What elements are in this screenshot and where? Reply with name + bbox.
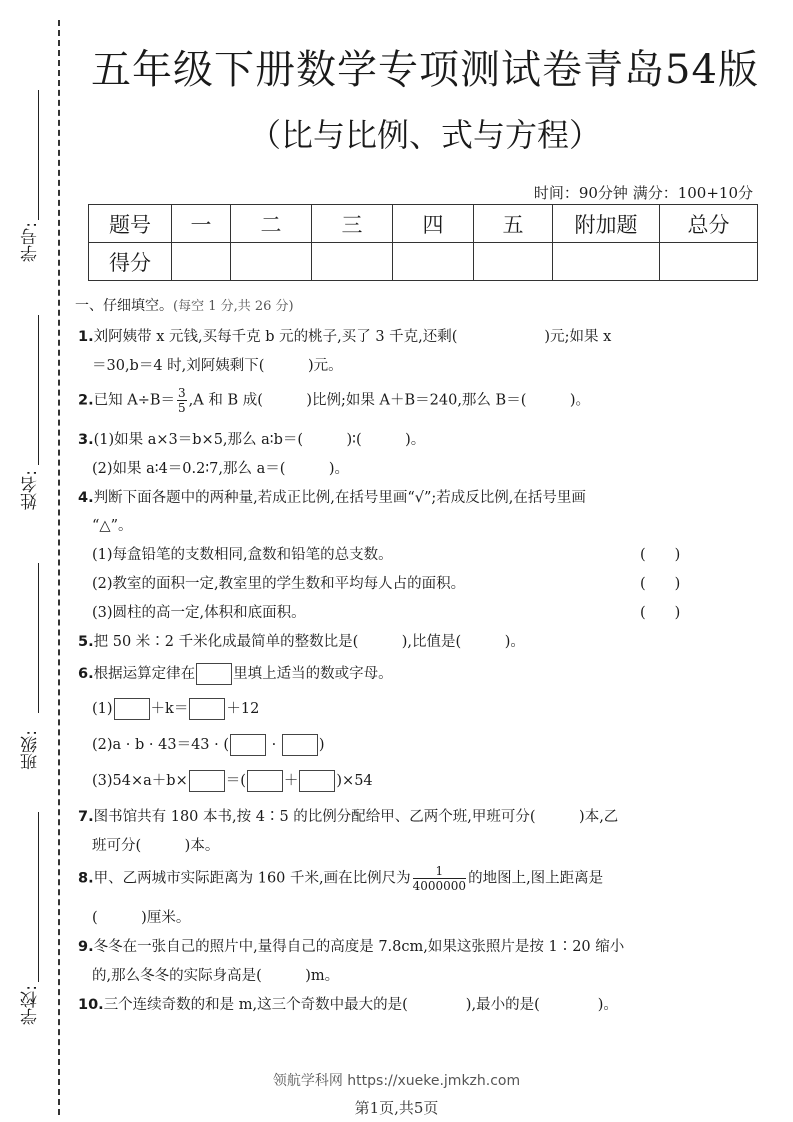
question-text: 把 50 米∶2 千米化成最简单的整数比是( ),比值是( )。: [93, 634, 525, 650]
question-text: 图书馆共有 180 本书,按 4∶5 的比例分配给甲、乙两个班,甲班可分( )本,乙: [93, 809, 619, 825]
judge-answer-slot[interactable]: ( ): [640, 605, 681, 621]
question-text: (1)如果 a×3＝b×5,那么 a∶b＝( )∶( )。: [93, 432, 426, 448]
answer-box[interactable]: [282, 734, 318, 756]
cut-line: [58, 20, 60, 1115]
question-8-cont: [92, 906, 190, 927]
exam-meta: 时间：90分钟 满分：100+10分: [533, 184, 753, 202]
question-number: 5.: [78, 634, 94, 650]
header-cell: 五: [474, 205, 553, 243]
question-text: 冬冬在一张自己的照片中,量得自己的高度是 7.8cm,如果这张照片是按 1∶20 缩小: [93, 939, 625, 955]
question-number: 3.: [78, 432, 94, 448]
judge-item: (1)每盒铅笔的支数相同,盒数和铅笔的总支数。: [92, 547, 393, 563]
header-cell: 二: [231, 205, 312, 243]
student-id-label: 学号:: [21, 222, 41, 262]
page-title: 五年级下册数学专项测试卷青岛54版: [91, 47, 759, 93]
score-cell[interactable]: [660, 243, 758, 281]
judge-answer-slot[interactable]: ( ): [640, 576, 681, 592]
class-underline[interactable]: [38, 563, 39, 713]
header-cell: 总分: [660, 205, 758, 243]
question-3-part2: [92, 457, 349, 478]
question-text: 已知 A÷B＝: [93, 392, 175, 409]
question-number: 8.: [78, 870, 94, 887]
question-text: ,A 和 B 成( )比例;如果 A＋B＝240,那么 B＝( )。: [188, 392, 591, 409]
judge-item: (2)教室的面积一定,教室里的学生数和平均每人占的面积。: [92, 576, 466, 592]
section-note: (每空 1 分,共 26 分): [173, 299, 294, 314]
score-cell[interactable]: [172, 243, 231, 281]
question-1-cont: [92, 354, 343, 375]
judge-answer-slot[interactable]: ( ): [640, 547, 681, 563]
header-cell: 附加题: [553, 205, 660, 243]
page-number: 第1页,共5页: [354, 1099, 439, 1117]
score-table: [88, 204, 758, 281]
question-text: 刘阿姨带 x 元钱,买每千克 b 元的桃子,买了 3 千克,还剩( )元;如果 x: [93, 329, 612, 345]
answer-box[interactable]: [114, 698, 150, 720]
name-label: 姓名:: [21, 470, 41, 510]
question-9: [78, 935, 624, 956]
question-number: 6.: [78, 666, 94, 682]
question-4-cont: [92, 514, 132, 535]
score-cell[interactable]: [393, 243, 474, 281]
score-table-score-row: [89, 243, 758, 281]
answer-box[interactable]: [247, 770, 283, 792]
question-6-sub3: (3)54×a＋b× ＝( ＋ )×54: [92, 769, 373, 792]
scale-fraction: $\frac{1}{4000000}$: [412, 864, 467, 893]
header-cell: 一: [172, 205, 231, 243]
question-8: 8.甲、乙两城市实际距离为 160 千米,画在比例尺为 $\frac{1}{4000000}$ 的地图上,图上距离是: [78, 864, 604, 893]
question-text: “△”。: [92, 518, 133, 534]
watermark: 领航学科网 https://xueke.jmkzh.com: [272, 1073, 521, 1089]
question-text: ( )厘米。: [92, 910, 191, 926]
score-cell[interactable]: [312, 243, 393, 281]
question-number: 1.: [78, 329, 94, 345]
answer-box: [196, 663, 232, 685]
question-text: 三个连续奇数的和是 m,这三个奇数中最大的是( ),最小的是( )。: [103, 997, 618, 1013]
score-cell[interactable]: [474, 243, 553, 281]
answer-box[interactable]: [299, 770, 335, 792]
question-text: 判断下面各题中的两种量,若成正比例,在括号里画“√”;若成反比例,在括号里画: [93, 490, 586, 506]
question-5: [78, 630, 525, 651]
answer-box[interactable]: [189, 698, 225, 720]
question-1: [78, 325, 611, 346]
question-text: 的,那么冬冬的实际身高是( )m。: [92, 968, 340, 984]
school-label: 学校:: [21, 985, 41, 1025]
question-number: 4.: [78, 490, 94, 506]
question-7-cont: [92, 834, 219, 855]
page-subtitle: （比与比例、式与方程）: [248, 116, 601, 154]
question-6: 6.根据运算定律在 里填上适当的数或字母。: [78, 662, 393, 685]
question-number: 7.: [78, 809, 94, 825]
question-2: [78, 386, 590, 415]
school-underline[interactable]: [38, 812, 39, 982]
score-cell[interactable]: [553, 243, 660, 281]
answer-box[interactable]: [230, 734, 266, 756]
score-cell[interactable]: [231, 243, 312, 281]
question-9-cont: [92, 964, 339, 985]
question-number: 9.: [78, 939, 94, 955]
question-number: 2.: [78, 392, 94, 409]
question-7: [78, 805, 618, 826]
header-cell: 题号: [89, 205, 172, 243]
question-10: [78, 993, 618, 1014]
score-table-header-row: [89, 205, 758, 243]
name-underline[interactable]: [38, 315, 39, 465]
question-number: 10.: [78, 997, 104, 1013]
section-heading: [75, 295, 294, 315]
row-label: 得分: [89, 243, 172, 281]
question-6-sub1: (1) ＋k＝ ＋12: [92, 697, 259, 720]
fraction: $\frac{3}{5}$: [178, 386, 186, 415]
question-4: [78, 486, 586, 507]
class-label: 班级:: [21, 730, 41, 770]
question-text: (2)如果 a∶4＝0.2∶7,那么 a＝( )。: [92, 461, 350, 477]
header-cell: 四: [393, 205, 474, 243]
question-3: [78, 428, 425, 449]
question-text: ＝30,b＝4 时,刘阿姨剩下( )元。: [92, 358, 343, 374]
question-6-sub2: (2)a · b · 43＝43 · ( · ): [92, 733, 325, 756]
judge-item: (3)圆柱的高一定,体积和底面积。: [92, 605, 306, 621]
answer-box[interactable]: [189, 770, 225, 792]
section-title: 一、仔细填空。: [75, 298, 173, 314]
question-text: 班可分( )本。: [92, 838, 220, 854]
header-cell: 三: [312, 205, 393, 243]
